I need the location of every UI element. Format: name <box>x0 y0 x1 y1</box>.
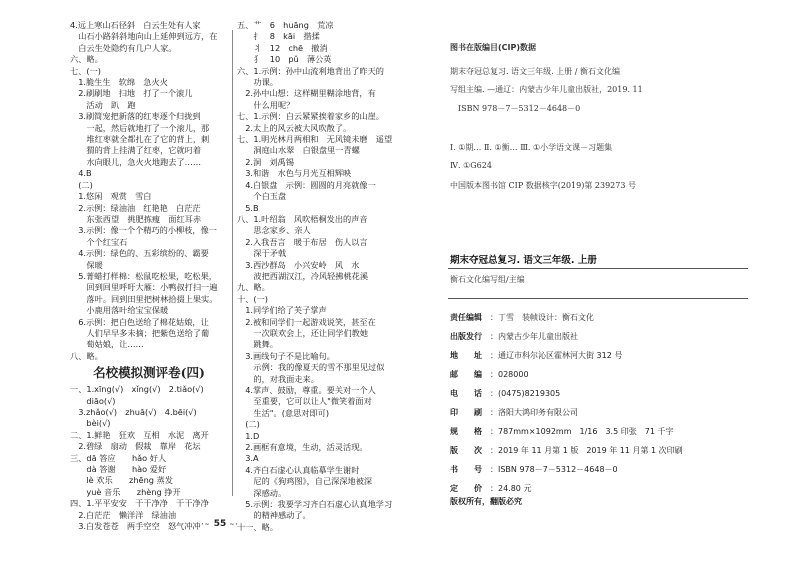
answer-line: 深于矛戟 <box>237 248 287 259</box>
answer-line: 四、1.平平安安 干干净净 干干净净 <box>70 498 209 509</box>
page-number-value: 55 <box>213 519 227 529</box>
cip-line: 中国版本图书馆 CIP 数据核字(2019)第 239273 号 <box>450 181 636 190</box>
answer-line: 活动 趴 跑 <box>70 99 136 110</box>
answer-line: 至重要，它可以让人"微笑着面对 <box>237 396 372 407</box>
copyright-notice: 版权所有，翻版必究 <box>450 497 522 506</box>
answer-line: 一起，然后就地打了一个滚儿，那 <box>70 122 210 133</box>
answer-line: 个白玉盘 <box>237 191 287 202</box>
answer-column-left <box>70 20 228 532</box>
answer-line: 2.画框有意境，生动，活灵活现。 <box>237 442 368 453</box>
info-value: ：洛阳大鸿印务有限公司 <box>490 408 578 417</box>
publication-info-row <box>450 464 618 475</box>
answer-line: (二) <box>237 419 260 430</box>
cip-line: Ⅳ. ①G624 <box>450 161 492 170</box>
answer-line: 3.刷简宠把新落的红枣逐个归拢到 <box>70 111 201 122</box>
answer-line: 的精神感动了。 <box>237 510 311 521</box>
publication-info-row <box>450 388 560 399</box>
answer-line: 1.脆生生 软绵 急火火 <box>70 77 168 88</box>
answer-line: 水向眼儿，急火火地跑去了…… <box>70 156 202 167</box>
answer-line: 4.B <box>70 168 92 179</box>
answer-line: 白云生处隐约有几户人家。 <box>70 42 177 53</box>
publication-info-row <box>450 331 578 342</box>
info-label: 定 价 <box>450 484 482 493</box>
answer-line: 6.示例：把白色送给了棉花姑娘，让 <box>70 316 209 327</box>
info-value: ：787mm×1092mm 1/16 3.5 印张 71 千字 <box>490 427 674 436</box>
answer-line: 2.被和同学们一起游戏说笑，甚至在 <box>237 316 376 327</box>
answer-line: 5.B <box>237 202 259 213</box>
book-title: 期末夺冠总复习. 语文三年级. 上册 <box>450 255 597 266</box>
answer-line: 生活"。(意思对即可) <box>237 407 330 418</box>
answer-line: 什么用呢？ <box>237 99 295 110</box>
answer-line: dà 答谢 hào 爱好 <box>70 464 167 475</box>
answer-line: 的，对我面走来。 <box>237 373 319 384</box>
answer-line: 七、1.示例：白云紧紧挨着家乡的山崖。 <box>237 111 384 122</box>
publication-info-row <box>450 483 531 494</box>
publication-info-row <box>450 426 673 437</box>
answer-line: 三、dā 答应 hǎo 好人 <box>70 452 167 463</box>
publication-info-row <box>450 407 578 418</box>
answer-line: 萄姑娘，让…… <box>70 339 144 350</box>
answer-line: 1.同学们给了芙子掌声 <box>237 305 327 316</box>
info-label: 版 次 <box>450 446 482 455</box>
info-label: 邮 编 <box>450 370 482 379</box>
answer-line: 十、(一) <box>237 293 268 304</box>
info-label: 电 话 <box>450 389 482 398</box>
answer-line: 4.示例：绿色的、五彩缤纷的、霸要 <box>70 248 209 259</box>
answer-column-right <box>237 20 397 533</box>
answer-line: 2.太上的风云被大风吹散了。 <box>237 122 352 133</box>
answer-line: 2.孙中山想：这样糊里糊涂地背，有 <box>237 88 376 99</box>
publication-info-row <box>450 312 594 323</box>
info-value: ：通辽市科尔沁区霍林河大街 312 号 <box>490 351 623 360</box>
info-label: 书 号 <box>450 465 482 474</box>
answer-line: 六、略。 <box>70 54 103 65</box>
info-value: ：028000 <box>490 370 529 379</box>
answer-line: 2.碧绿 扇动 假裁 靠岸 花坛 <box>70 441 201 452</box>
cip-title: 图书在版编目(CIP)数据 <box>450 43 537 52</box>
answer-line: 1.悠闲 观赏 雪白 <box>70 191 152 202</box>
answer-line: 八、略。 <box>70 350 103 361</box>
answer-line: 犭 10 pǔ 薄公英 <box>237 54 332 65</box>
publication-info-row <box>450 350 622 361</box>
answer-line: 二、1.鲜艳 狂欢 互相 水泥 离开 <box>70 429 209 440</box>
divider-line <box>448 268 748 269</box>
answer-line: 3.画线句子不是比喻句。 <box>237 350 335 361</box>
info-value: ：24.80 元 <box>490 484 532 493</box>
cip-line: 期末夺冠总复习. 语文三年级. 上册 / 衡石文化编 <box>450 67 620 76</box>
answer-line: 丬 12 chē 撤消 <box>237 42 328 53</box>
answer-line: 六、1.示例：孙中山流利地背出了昨天的 <box>237 65 384 76</box>
cip-line: 写组主编. —通辽：内蒙古少年儿童出版社，2019. 11 <box>450 85 643 94</box>
answer-line: 一次联欢会上，还让同学们教她 <box>237 327 369 338</box>
answer-line: 5.菁蜡打样棉：松鼠吃松果，吃松果， <box>70 270 217 281</box>
cip-line: ISBN 978－7－5312－4648－0 <box>450 104 581 113</box>
answer-line: 回到回里呼吁大雁：小鸭叔打扫一遍 <box>70 282 218 293</box>
answer-line: 思念家乡、亲人 <box>237 225 311 236</box>
answer-line: 七、1.明光林月两相和 无风镜未磨 遥望 <box>237 134 393 145</box>
answer-line: 保暖 <box>70 259 103 270</box>
answer-line: 尼的《狗鸡图》，自己深深地被深 <box>237 476 373 487</box>
answer-line: lè 欢乐 zhēng 蒸发 <box>70 475 173 486</box>
answer-line: 小鹿用落叶给宝宝保暖 <box>70 305 169 316</box>
info-label: 地 址 <box>450 351 482 360</box>
info-value: ：内蒙古少年儿童出版社 <box>490 332 578 341</box>
book-author: 衡石文化编写组/主编 <box>450 275 525 284</box>
answer-line: 2.白茫茫 懒洋洋 绿油油 <box>70 509 177 520</box>
answer-line: 七、(一) <box>70 65 101 76</box>
answer-line: 3.白发苍苍 两手空空 怒气冲冲 <box>70 521 201 532</box>
answer-line: 落叶。回到田里把树林拾掇上果实。 <box>70 293 218 304</box>
answer-line: 4.掌声、鼓励，尊重。要关对一个人 <box>237 385 376 395</box>
answer-line: yuè 音乐 zhèng 挣开 <box>70 486 181 497</box>
answer-line: 山石小路斜斜地向山上延伸到远方，在 <box>70 31 218 42</box>
info-value: ：(0475)8219305 <box>490 389 561 398</box>
answer-line: 2.入我吾言 暖于布居 伤人以言 <box>237 236 368 247</box>
answer-line: 功课。 <box>237 77 278 88</box>
answer-line: 东张西望 挑肥拣瘦 面红耳赤 <box>70 213 202 224</box>
answer-line: 3.zhǎo(√) zhuā(√) 4.bēi(√) <box>70 407 197 417</box>
answer-line: 4.白银盘 示例：圆圆的月亮就像一 <box>237 179 376 190</box>
answer-line: 3.西沙群岛 小兴安岭 风 水 <box>237 259 360 270</box>
column-divider <box>232 30 233 496</box>
answer-line: 2.示例：绿油油 红艳艳 白茫茫 <box>70 202 201 213</box>
info-label: 规 格 <box>450 427 482 436</box>
answer-line: 3.示例：像一个个精巧的小柳枝，像一 <box>70 225 217 236</box>
answer-line: 5.示例：我要学习齐白石虚心认真地学习 <box>237 499 393 510</box>
info-value: ：2019 年 11 月第 1 版 2019 年 11 月第 1 次印刷 <box>490 446 683 455</box>
answer-line: 3.和谐 水色与月光互相辉映 <box>237 168 352 179</box>
info-value: ：ISBN 978－7－5312－4648－0 <box>490 465 618 474</box>
answer-line: diāo(√) <box>70 395 116 406</box>
answer-line: 跳舞。 <box>237 339 278 350</box>
publication-info-row <box>450 369 529 380</box>
answer-line: 1.D <box>237 430 260 441</box>
page-number-ornament: ~· <box>229 521 239 528</box>
answer-line: 人们早早多未摘；把紫色送给了葡 <box>70 327 210 338</box>
info-label: 责任编辑 <box>450 313 482 322</box>
info-label: 出版发行 <box>450 332 482 341</box>
publication-info-row <box>450 445 683 456</box>
answer-line: 示例：我的像夏天的雪不那里见过似 <box>237 362 385 373</box>
answer-line: 八、1.叶绍翁 风吹梧桐发出的声音 <box>237 213 368 224</box>
answer-line: 2.洞 刘禹锡 <box>237 156 294 167</box>
page-number-ornament: ·~ <box>201 521 211 528</box>
answer-line: (二) <box>70 179 93 190</box>
cip-line: Ⅰ. ①期… Ⅱ. ①衡… Ⅲ. ①小学语文课－习题集 <box>450 143 613 152</box>
answer-line: 扌 8 kāi 揩揉 <box>237 31 320 42</box>
answer-line: 4.齐白石虚心认真临摹学生谢时 <box>237 464 360 475</box>
answer-line: 3.A <box>237 453 259 464</box>
info-label: 印 刷 <box>450 408 482 417</box>
answer-line: 堆红枣就全都扎在了它的背上，刺 <box>70 134 210 145</box>
section-heading: 名校模拟测评卷(四) <box>93 365 205 381</box>
answer-line: bèi(√) <box>70 418 111 429</box>
answer-line: 九、略。 <box>237 282 270 293</box>
answer-line: 2.刷刷地 扫地 打了一个滚儿 <box>70 88 193 99</box>
divider-line <box>448 298 748 299</box>
answer-line: 十一、略。 <box>237 521 278 532</box>
answer-line: 猬的背上挂满了红枣，它就叼着 <box>70 145 202 156</box>
info-value: ：丁雪 装帧设计：衡石文化 <box>490 313 594 322</box>
answer-line: 洞庭山水翠 白银盘里一青螺 <box>237 145 360 156</box>
answer-line: 个个红宝石 <box>70 236 128 247</box>
answer-line: 4.远上寒山石径斜 白云生处有人家 <box>70 20 201 30</box>
answer-line: 波把西湖汉江，冷风轻拂桃花溪 <box>237 270 369 281</box>
page-number <box>195 519 245 529</box>
answer-line: 深感动。 <box>237 487 287 498</box>
answer-line: 一、1.xīng(√) xǐng(√) 2.tiǎo(√) <box>70 384 204 395</box>
answer-line: 五、艹 6 huāng 荒凉 <box>237 20 334 30</box>
